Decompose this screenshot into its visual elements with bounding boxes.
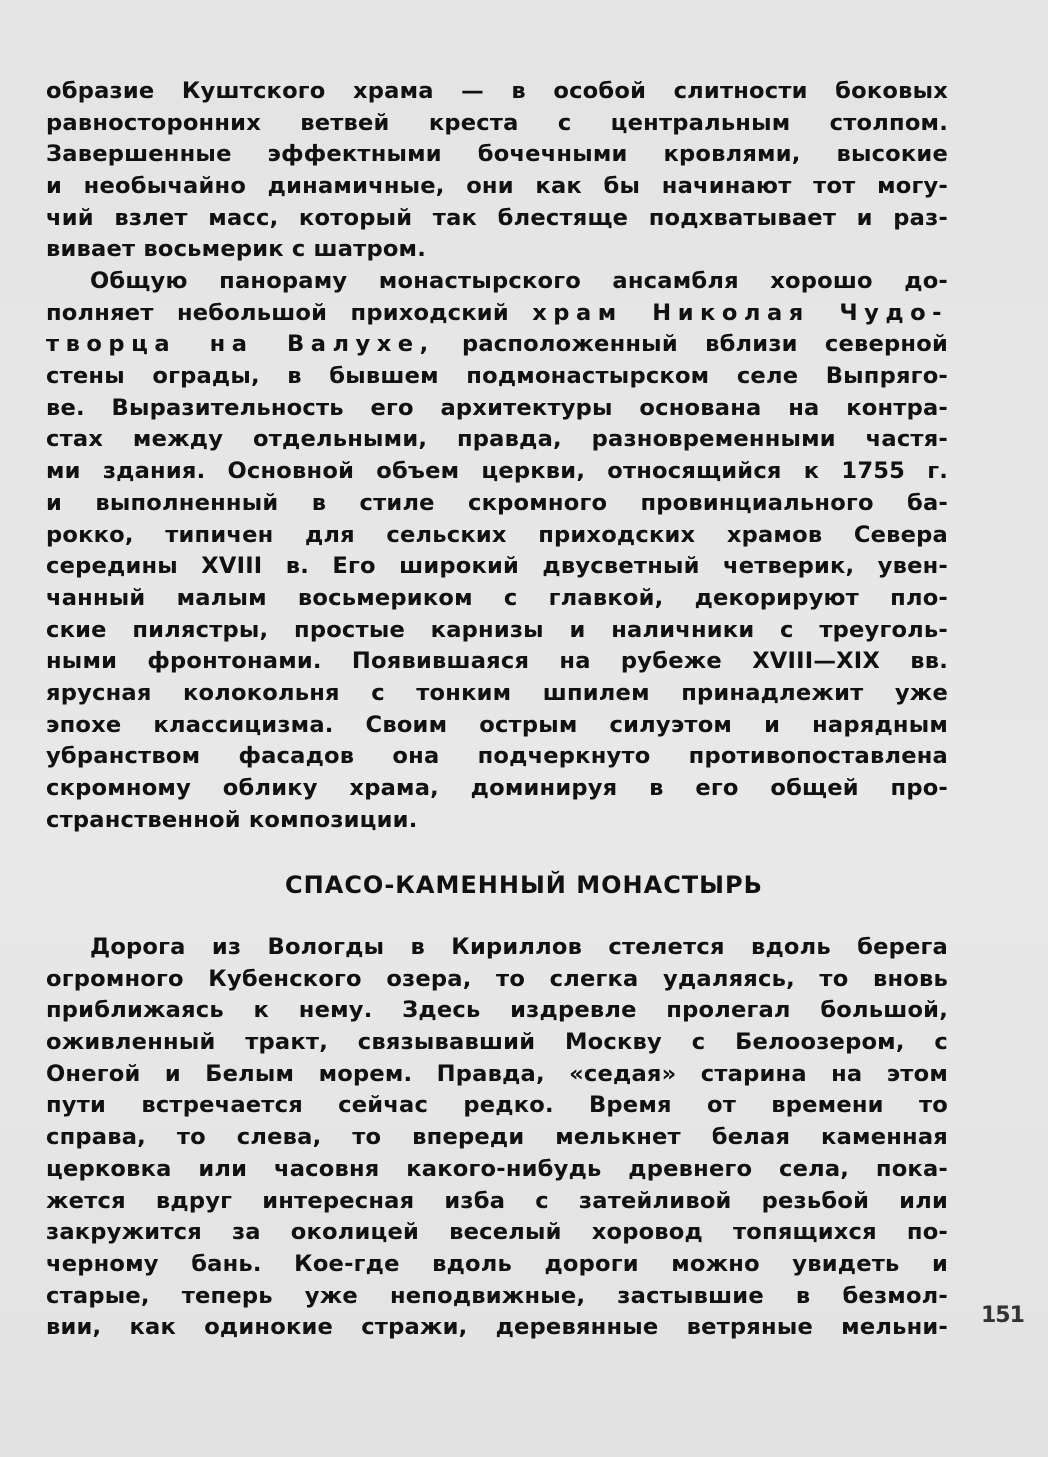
spaced-church-name: храм Николая Чудо- (532, 299, 948, 326)
text-line: и выполненный в стиле скромного провинциального ба- (46, 489, 948, 516)
text-line: жется вдруг интересная изба с затейливой резьбой или (46, 1187, 948, 1214)
text-line (46, 298, 948, 330)
text-line: скромному облику храма, доминируя в его общей про- (46, 775, 948, 801)
text-line: приближаясь к нему. Здесь издревле пролегал большой, (46, 997, 948, 1024)
text-line: вивает восьмерик с шатром. (46, 236, 426, 263)
page-number: 151 (981, 1303, 1024, 1328)
text-line: образие Куштского храма — в особой слитности боковых (46, 78, 948, 104)
text-line: странственной композиции. (46, 806, 418, 833)
text-line: рокко, типичен для сельских приходских храмов Севера (46, 521, 948, 548)
text-line: церковка или часовня какого-нибудь древнего села, пока- (46, 1155, 948, 1182)
text-line: черному бань. Кое-где вдоль дороги можно увидеть и (46, 1250, 948, 1277)
text-line: середины XVIII в. Его широкий двусветный четверик, увен- (46, 553, 948, 580)
text-line: убранством фасадов она подчеркнуто противопоставлена (46, 743, 948, 770)
section-heading: СПАСО-КАМЕННЫЙ МОНАСТЫРЬ (285, 871, 763, 899)
text-fragment: расположенный вблизи северной (434, 331, 948, 358)
text-line: Дорога из Вологды в Кириллов стелется вдоль берега (90, 934, 948, 960)
text-line: оживленный тракт, связывавший Москву с Белоозером, с (46, 1029, 948, 1056)
text-line: пути встречается сейчас редко. Время от времени то (46, 1092, 948, 1119)
text-line: стены ограды, в бывшем подмонастырском селе Выпряго- (46, 363, 948, 390)
text-line (46, 329, 948, 361)
text-line: и необычайно динамичные, они как бы начинают тот могу- (46, 173, 948, 200)
text-line: ве. Выразительность его архитектуры основана на контра- (46, 394, 948, 421)
text-line: Завершенные эффектными бочечными кровлями, высокие (46, 141, 948, 168)
text-line: ярусная колокольня с тонким шпилем принадлежит уже (46, 679, 948, 706)
spaced-church-name: творца на Валухе, (46, 331, 435, 358)
text-line: чий взлет масс, который так блестяще подхватывает и раз- (46, 204, 948, 231)
text-fragment: полняет небольшой приходский (46, 299, 533, 326)
text-line: эпохе классицизма. Своим острым силуэтом и нарядным (46, 711, 948, 738)
text-line: вии, как одинокие стражи, деревянные ветряные мельни- (46, 1314, 948, 1341)
text-line: ми здания. Основной объем церкви, относящийся к 1755 г. (46, 458, 948, 485)
text-line: стах между отдельными, правда, разновременными частя- (46, 426, 948, 453)
text-line: чанный малым восьмериком с главкой, декорируют пло- (46, 584, 948, 611)
text-line: Общую панораму монастырского ансамбля хорошо до- (90, 268, 948, 294)
paragraph-valukha-church (46, 266, 948, 836)
text-line: ские пилястры, простые карнизы и наличники с треуголь- (46, 616, 948, 643)
text-line: ными фронтонами. Появившаяся на рубеже XVIII—XIX вв. (46, 648, 948, 675)
text-line: равносторонних ветвей креста с центральным столпом. (46, 109, 948, 136)
paragraph-kushta-church (46, 76, 948, 266)
paragraph-road-to-kirillov (46, 932, 948, 1344)
text-line: закружится за околицей веселый хоровод топящихся по- (46, 1219, 948, 1246)
text-line: Онегой и Белым морем. Правда, «седая» старина на этом (46, 1060, 948, 1087)
text-line: справа, то слева, то впереди мелькнет белая каменная (46, 1124, 948, 1151)
text-line: огромного Кубенского озера, то слегка удаляясь, то вновь (46, 965, 948, 992)
text-line: старые, теперь уже неподвижные, застывшие в безмол- (46, 1282, 948, 1309)
